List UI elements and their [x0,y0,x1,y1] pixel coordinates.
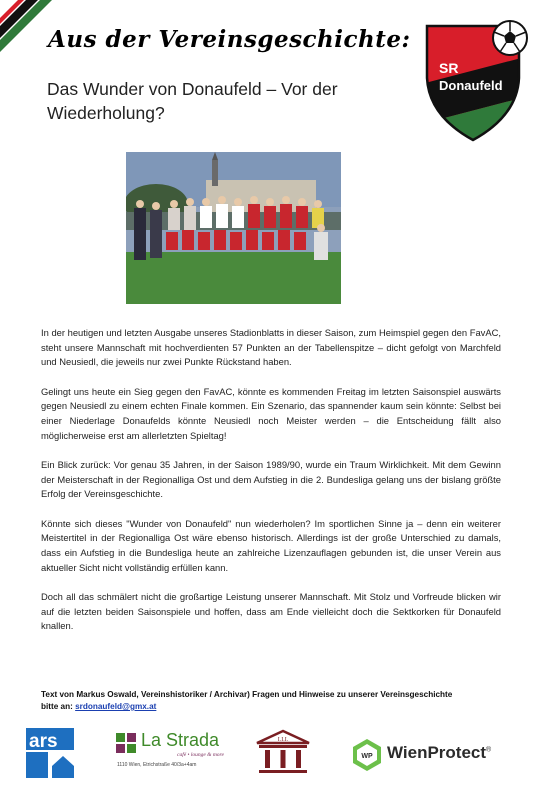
team-photo [126,152,341,304]
la-strada-name: La Strada [141,730,220,750]
article-paragraph: Gelingt uns heute ein Sieg gegen den FavAC, könnte es kommenden Freitag im letzten Saisonspiel auswärts gegen Neusiedl zu einem echten Finale kommen. Ein Szenario, das spannender kaum sein könnte: Selbst bei einer Niederlage Donaufelds könnte Neusiedl noch Meister werden – die Entscheidung fällt also möglicherweise erst am allerletzten Spieltag! [41,385,501,441]
ars-text: ars [29,731,58,752]
club-crest-logo [421,18,529,143]
crest-line1: SR [439,60,459,76]
wienprotect-badge: WP [361,753,373,760]
crest-line2: Donaufeld [439,78,503,93]
iii-text: I.I.I. [277,737,289,743]
wienprotect-logo [350,738,500,772]
sponsor-row [0,720,549,784]
author-credit [41,689,501,713]
wienprotect-registered-mark: ® [486,746,492,754]
iii-logo [255,729,311,775]
article-subtitle: Das Wunder von Donaufeld – Vor der Wiederholung? [47,79,338,123]
credit-line: Text von Markus Oswald, Vereinshistoriker / Archivar) Fragen und Hinweise zu unserer Vereinsgeschichte [41,690,453,699]
email-link[interactable]: srdonaufeld@gmx.at [75,702,157,711]
credit-prefix: bitte an: [41,702,76,711]
article-body [41,326,501,648]
article-paragraph: In der heutigen und letzten Ausgabe unseres Stadionblatts in dieser Saison, zum Heimspiel gegen den FavAC, steht unsere Mannschaft mit hochverdienten 57 Punkten an der Tabellenspitze – dicht gefolgt von Marchfeld und Neusiedl, die jeweils nur zwei Punkte Rückstand haben. [41,327,501,368]
la-strada-address: 1110 Wien, Etrichstraße 40/3a+4am [117,762,197,768]
credit-contact [41,701,501,713]
wienprotect-name [387,743,491,763]
la-strada-icon [115,732,139,754]
page-title: Aus der Vereinsgeschichte: [48,26,411,53]
article-paragraph: Könnte sich dieses "Wunder von Donaufeld" nun wiederholen? Im sportlichen Sinne ja – denn ein weiterer Meistertitel in der Regionalliga Ost wäre ebenso historisch. Allerdings ist der große Unterschied zu damals, dass ein Aufstieg in die Bundesliga heute an zahlreiche Lizenzauflagen gebunden ist, die unser Verein aus aktueller Sicht nicht vollständig erfüllen kann. [41,517,501,573]
article-paragraph: Ein Blick zurück: Vor genau 35 Jahren, in der Saison 1989/90, wurde ein Traum Wirklichkeit. Mit dem Gewinn der Meisterschaft in der Regionalliga Ost und dem Aufstieg in die 2. Bundesliga gelang uns der bislang größte Erfolg der Vereinsgeschichte. [41,458,501,500]
la-strada-tagline: café • lounge & more [177,752,224,758]
wienprotect-name-text: WienProtect [387,743,487,762]
article-paragraph: Doch all das schmälert nicht die großartige Leistung unserer Mannschaft. Mit Stolz und Vorfreude blicken wir auf die letzten beiden Saisonspiele und hoffen, dass am Ende vielleicht doch die Sektkorken für Donaufeld knallen. [41,590,501,632]
la-strada-logo [115,730,225,776]
ars-logo [26,728,74,778]
wienprotect-hexagon-icon [350,738,384,772]
